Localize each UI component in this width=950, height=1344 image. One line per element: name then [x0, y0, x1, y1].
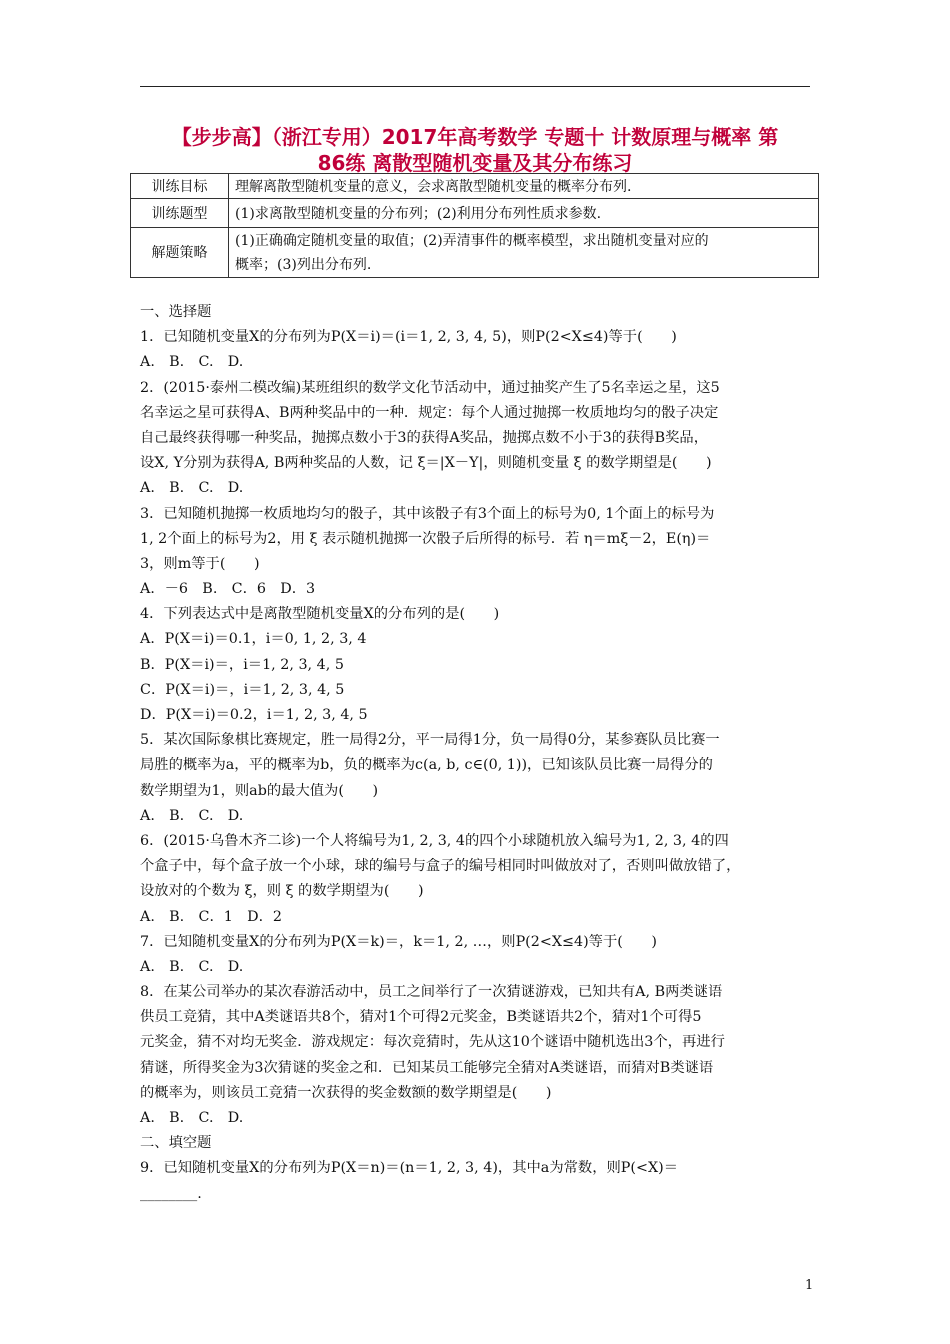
text-line: 设放对的个数为 ξ，则 ξ 的数学期望为( ) — [140, 883, 424, 900]
row-text-line: (1)正确确定随机变量的取值；(2)弄清事件的概率模型，求出随机变量对应的 — [235, 232, 709, 249]
text-line: 一、选择题 — [140, 304, 212, 320]
text-line: 5．某次国际象棋比赛规定，胜一局得2分，平一局得1分，负一局得0分，某参赛队员比赛一 — [140, 732, 720, 749]
text-line: 1．已知随机变量X的分布列为P(X＝i)＝(i＝1, 2, 3, 4, 5)，则P(2<X≤4)等于( ) — [140, 329, 677, 346]
text-line: 4．下列表达式中是离散型随机变量X的分布列的是( ) — [140, 606, 500, 623]
text-line: 7．已知随机变量X的分布列为P(X＝k)＝，k＝1, 2, …，则P(2<X≤4)等于( ) — [140, 933, 658, 950]
table-row — [131, 174, 819, 199]
text-line: 数学期望为1，则ab的最大值为( ) — [140, 782, 379, 799]
text-line: 的概率为，则该员工竞猜一次获得的奖金数额的数学期望是( ) — [140, 1084, 552, 1101]
text-line: ________. — [140, 1185, 202, 1202]
row-label: 解题策略 — [131, 228, 229, 278]
text-line: A. B. C．1 D．2 — [140, 908, 282, 925]
text-line: A．－6 B. C．6 D．3 — [140, 581, 316, 598]
text-line: 元奖金，猜不对均无奖金．游戏规定：每次竞猜时，先从这10个谜语中随机选出3个，再进行 — [140, 1034, 725, 1051]
text-line: 自己最终获得哪一种奖品，抛掷点数小于3的获得A奖品，抛掷点数不小于3的获得B奖品， — [140, 429, 709, 446]
text-line: 个盒子中，每个盒子放一个小球，球的编号与盒子的编号相同时叫做放对了，否则叫做放错了， — [140, 858, 741, 875]
text-line: A. B. C. D. — [140, 480, 244, 497]
exercise-body — [140, 300, 815, 1207]
text-line: 局胜的概率为a，平的概率为b，负的概率为c(a, b, c∈(0, 1))，已知该队员比赛一局得分的 — [140, 757, 713, 774]
row-label: 训练题型 — [131, 199, 229, 228]
title-line-2: 86练 离散型随机变量及其分布练习 — [317, 151, 633, 175]
text-line: 6．(2015·乌鲁木齐二诊)一个人将编号为1, 2, 3, 4的四个小球随机放入编号为1, 2, 3, 4的四 — [140, 832, 729, 849]
text-line: A. B. C. D. — [140, 958, 244, 975]
text-line: A. B. C. D. — [140, 1110, 244, 1126]
row-label: 训练目标 — [131, 174, 229, 199]
text-line: 3，则m等于( ) — [140, 555, 260, 572]
text-line: C．P(X＝i)＝，i＝1, 2, 3, 4, 5 — [140, 681, 345, 698]
row-text-line: 概率；(3)列出分布列. — [235, 256, 372, 273]
text-line: 3．已知随机抛掷一枚质地均匀的骰子，其中该骰子有3个面上的标号为0, 1个面上的标号为 — [140, 505, 715, 522]
document-title — [130, 124, 820, 176]
training-goals-table — [130, 173, 819, 278]
text-line: 2．(2015·泰州二模改编)某班组织的数学文化节活动中，通过抽奖产生了5名幸运之星，这5 — [140, 379, 720, 396]
row-text: (1)求离散型随机变量的分布列；(2)利用分布列性质求参数. — [229, 199, 819, 228]
page-number: 1 — [805, 1278, 814, 1293]
text-line: 猜谜，所得奖金为3次猜谜的奖金之和．已知某员工能够完全猜对A类谜语，而猜对B类谜语 — [140, 1059, 714, 1076]
text-line: A. B. C. D. — [140, 807, 244, 824]
text-line: 二、填空题 — [140, 1135, 212, 1152]
text-line: A. B. C. D. — [140, 354, 244, 371]
text-line: 8．在某公司举办的某次春游活动中，员工之间举行了一次猜谜游戏，已知共有A, B两类谜语 — [140, 984, 723, 1001]
text-line: 9．已知随机变量X的分布列为P(X＝n)＝(n＝1, 2, 3, 4)，其中a为常数，则P(<X)＝ — [140, 1160, 679, 1177]
text-line: D．P(X＝i)＝0.2，i＝1, 2, 3, 4, 5 — [140, 707, 368, 723]
table-row — [131, 199, 819, 228]
text-line: 设X, Y分别为获得A, B两种奖品的人数，记 ξ＝|X－Y|，则随机变量 ξ 的数学期望是( ) — [140, 455, 712, 472]
row-text: 理解离散型随机变量的意义，会求离散型随机变量的概率分布列. — [229, 174, 819, 199]
text-line: 1, 2个面上的标号为2，用 ξ 表示随机抛掷一次骰子后所得的标号．若 η＝mξ－2，E(η)＝ — [140, 530, 711, 547]
text-line: 名幸运之星可获得A、B两种奖品中的一种．规定：每个人通过抛掷一枚质地均匀的骰子决定 — [140, 404, 719, 421]
table-row — [131, 228, 819, 278]
text-line: A．P(X＝i)＝0.1，i＝0, 1, 2, 3, 4 — [140, 631, 367, 648]
title-line-1: 【步步高】（浙江专用）2017年高考数学 专题十 计数原理与概率 第 — [171, 125, 779, 149]
row-text — [229, 228, 819, 278]
text-line: 供员工竞猜，其中A类谜语共8个，猜对1个可得2元奖金，B类谜语共2个，猜对1个可得5 — [140, 1009, 702, 1026]
text-line: B．P(X＝i)＝，i＝1, 2, 3, 4, 5 — [140, 656, 344, 673]
header-rule — [140, 86, 810, 87]
